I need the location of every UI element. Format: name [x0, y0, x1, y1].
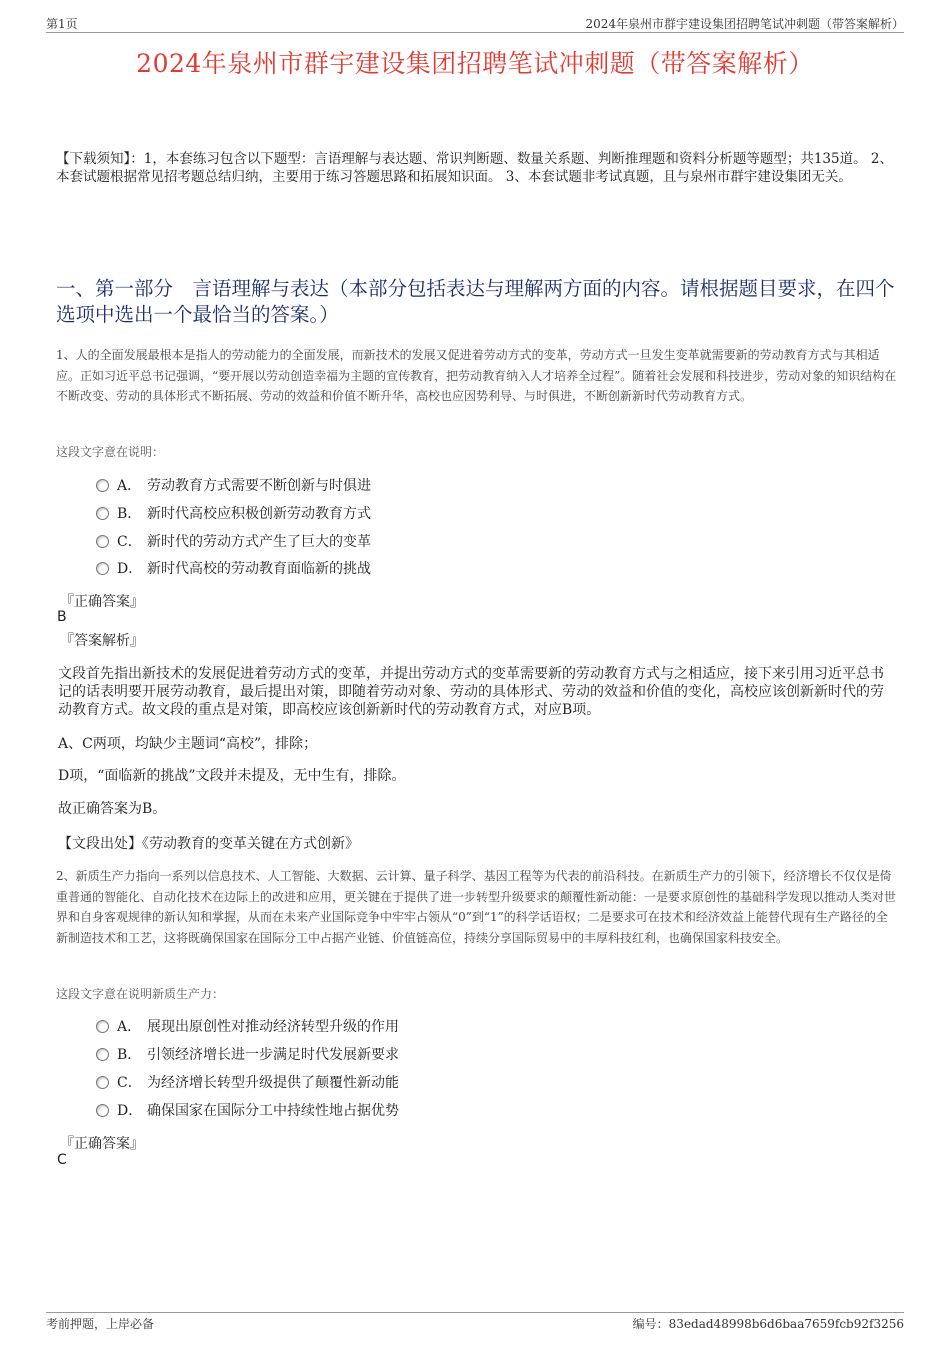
question-1-analysis-ac: A、C两项，均缺少主题词“高校”，排除； — [58, 736, 318, 752]
option-text: 为经济增长转型升级提供了颠覆性新动能 — [147, 1075, 399, 1091]
option-letter: D． — [117, 561, 143, 577]
download-notice: 【下载须知】：1，本套练习包含以下题型：言语理解与表达题、常识判断题、数量关系题、判断推理题和资料分析题等题型；共135道。 2、本套试题根据常见招考题总结归纳，主要用于练习答题思路和拓展知识面。 3、本套试题非考试真题，且与泉州市群宇建设集团无关。 — [56, 151, 893, 185]
question-1-source: 【文段出处】《劳动教育的变革关键在方式创新》 — [58, 836, 359, 852]
question-2-option-b[interactable] — [96, 1045, 399, 1065]
option-text: 引领经济增长进一步满足时代发展新要求 — [147, 1047, 399, 1063]
question-2-answer-label: 『正确答案』 — [60, 1136, 144, 1152]
option-letter: A． — [117, 478, 142, 494]
option-letter: C． — [117, 534, 142, 550]
option-text: 展现出原创性对推动经济转型升级的作用 — [147, 1019, 399, 1035]
question-1-analysis-main: 文段首先指出新技术的发展促进着劳动方式的变革，并提出劳动方式的变革需要新的劳动教育方式与之相适应，接下来引用习近平总书记的话表明要开展劳动教育，最后提出对策，即随着劳动对象、劳动的具体形式、劳动的效益和价值的变化，高校应该创新新时代的劳动教育方式。故文段的重点是对策，即高校应该创新新时代的劳动教育方式，对应B项。 — [58, 666, 884, 718]
page-footer — [46, 1312, 904, 1331]
question-2-option-d[interactable] — [96, 1101, 399, 1121]
question-2-option-c[interactable] — [96, 1073, 399, 1093]
question-1-answer: B — [57, 609, 67, 625]
question-1-analysis-d: D项，“面临新的挑战”文段并未提及，无中生有，排除。 — [58, 768, 406, 784]
footer-slogan: 考前押题，上岸必备 — [46, 1317, 155, 1331]
question-1-option-a[interactable] — [96, 476, 371, 496]
option-text: 确保国家在国际分工中持续性地占据优势 — [147, 1103, 399, 1119]
question-1-analysis-conclusion: 故正确答案为B。 — [58, 801, 167, 817]
option-text: 劳动教育方式需要不断创新与时俱进 — [147, 478, 371, 494]
question-1-answer-label: 『正确答案』 — [60, 594, 144, 610]
document-title: 2024年泉州市群宇建设集团招聘笔试冲刺题（带答案解析） — [136, 49, 814, 78]
option-letter: B． — [117, 1047, 142, 1063]
question-2-prompt: 这段文字意在说明新质生产力： — [56, 987, 225, 1001]
option-text: 新时代高校应积极创新劳动教育方式 — [147, 506, 371, 522]
option-text: 新时代的劳动方式产生了巨大的变革 — [147, 534, 371, 550]
option-letter: A． — [117, 1019, 142, 1035]
radio-icon[interactable] — [96, 1020, 109, 1033]
question-2-passage: 2、新质生产力指向一系列以信息技术、人工智能、大数据、云计算、量子科学、基因工程等为代表的前沿科技。在新质生产力的引领下，经济增长不仅仅是倚重普通的智能化、自动化技术在边际上的改进和应用，更关键在于提供了进一步转型升级要求的颠覆性新动能：一是要求原创性的基础科学发现以推动人类对世界和自身客观规律的新认知和掌握，从而在未来产业国际竞争中牢牢占领从“0”到“1”的科学话语权；二是要求可在技术和经济效益上能替代现有生产路径的全新制造技术和工艺，这将既确保国家在国际分工中占据产业链、价值链高位，持续分享国际贸易中的丰厚科技红利，也确保国家科技安全。 — [56, 869, 897, 945]
option-letter: C． — [117, 1075, 142, 1091]
question-1-passage: 1、人的全面发展最根本是指人的劳动能力的全面发展，而新技术的发展又促进着劳动方式的变革，劳动方式一旦发生变革就需要新的劳动教育方式与其相适应。正如习近平总书记强调，“要开展以劳动创造幸福为主题的宣传教育，把劳动教育纳入人才培养全过程”。随着社会发展和科技进步，劳动对象的知识结构在不断改变、劳动的具体形式不断拓展、劳动的效益和价值不断升华，高校也应因势利导、与时俱进，不断创新新时代劳动教育方式。 — [56, 348, 897, 403]
page-header — [46, 14, 904, 33]
question-1-option-b[interactable] — [96, 504, 371, 524]
option-text: 新时代高校的劳动教育面临新的挑战 — [147, 561, 371, 577]
option-letter: D． — [117, 1103, 143, 1119]
radio-icon[interactable] — [96, 562, 109, 575]
section-heading: 一、第一部分 言语理解与表达（本部分包括表达与理解两方面的内容。请根据题目要求，在四个选项中选出一个最恰当的答案。） — [56, 277, 895, 326]
question-1-option-c[interactable] — [96, 532, 371, 552]
question-1-option-d[interactable] — [96, 559, 371, 579]
page-number: 第1页 — [46, 17, 78, 31]
radio-icon[interactable] — [96, 1104, 109, 1117]
radio-icon[interactable] — [96, 479, 109, 492]
radio-icon[interactable] — [96, 1048, 109, 1061]
radio-icon[interactable] — [96, 1076, 109, 1089]
footer-serial: 编号：83edad48998b6d6baa7659fcb92f3256 — [632, 1317, 904, 1331]
question-2-option-a[interactable] — [96, 1017, 399, 1037]
radio-icon[interactable] — [96, 507, 109, 520]
question-1-analysis-label: 『答案解析』 — [60, 633, 144, 649]
question-2-answer: C — [57, 1152, 67, 1168]
question-1-prompt: 这段文字意在说明： — [56, 445, 165, 459]
option-letter: B． — [117, 506, 142, 522]
header-doc-title: 2024年泉州市群宇建设集团招聘笔试冲刺题（带答案解析） — [585, 17, 904, 31]
radio-icon[interactable] — [96, 535, 109, 548]
